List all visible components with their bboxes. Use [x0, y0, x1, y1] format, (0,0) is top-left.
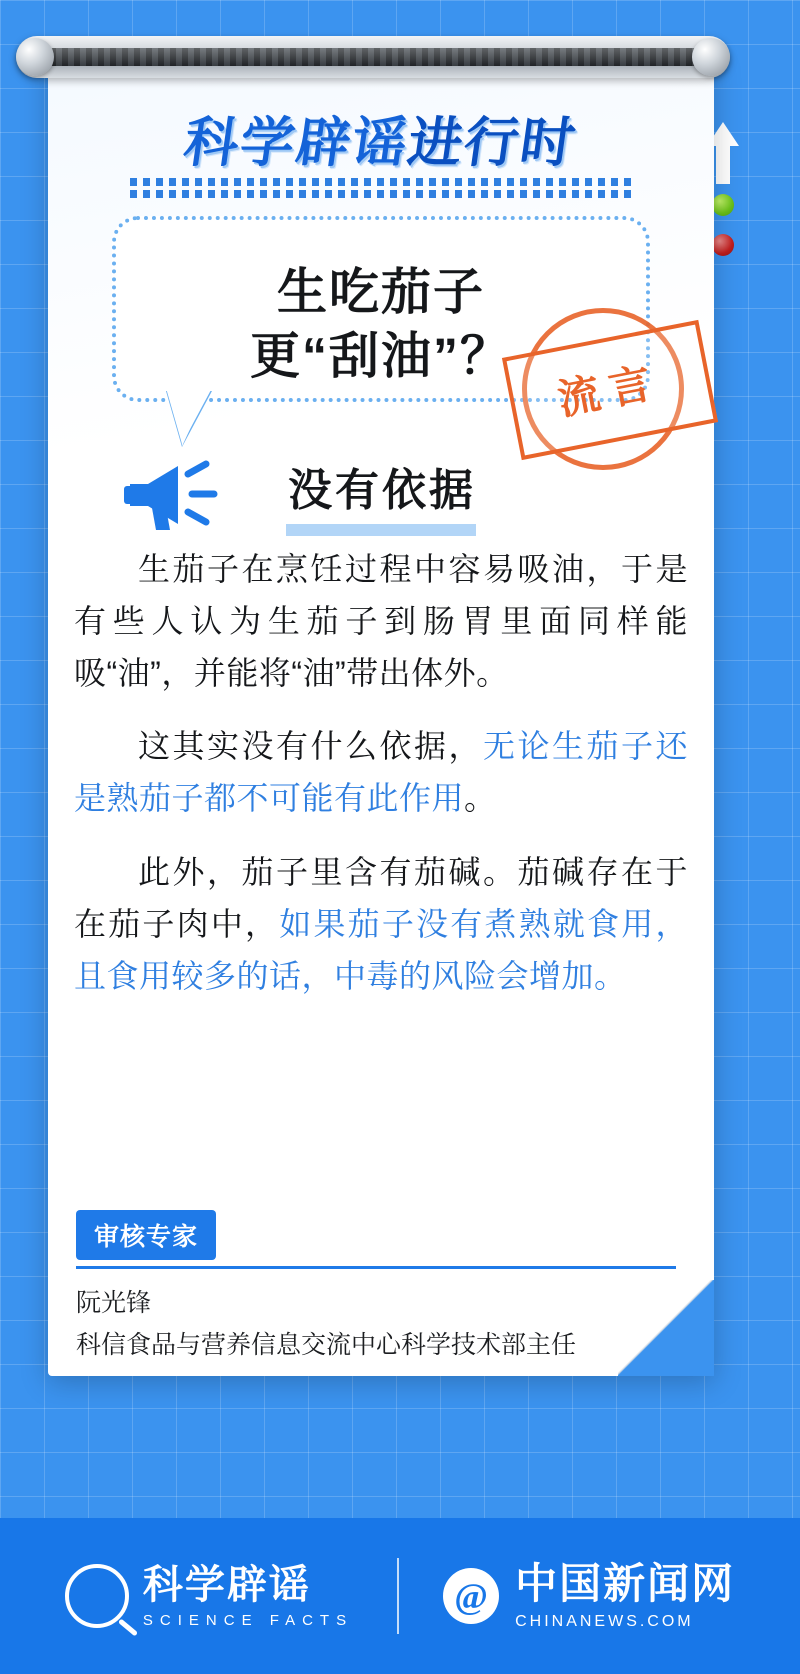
verdict-label: 没有依据 — [288, 466, 476, 515]
verdict-underline — [286, 524, 476, 536]
reviewer-name: 阮光锋 — [76, 1289, 152, 1317]
roller-knob-left — [16, 38, 54, 76]
brand-left-cn: 科学辟谣 — [142, 1562, 311, 1607]
reviewer-tag: 审核专家 — [76, 1210, 216, 1260]
page-title-text: 科学辟谣进行时 — [180, 113, 581, 173]
at-symbol-icon: @ — [443, 1568, 499, 1624]
question-line-2: 更“刮油”？ — [250, 328, 512, 384]
magnifier-icon — [65, 1564, 129, 1628]
title-divider-top — [130, 178, 632, 186]
title-divider-bottom — [130, 190, 632, 198]
brand-chinanews[interactable] — [443, 1559, 736, 1630]
status-dot-red — [712, 234, 734, 256]
reviewer-org: 科信食品与营养信息交流中心科学技术部主任 — [76, 1331, 577, 1359]
reviewer-rule — [76, 1266, 676, 1269]
brand-science-facts[interactable] — [65, 1564, 353, 1628]
paragraph-3-highlight: 如果茄子没有煮熟就食用，且食用较多的话，中毒的风险会增加。 — [74, 905, 688, 994]
status-dot-green — [712, 194, 734, 216]
question-line-1: 生吃茄子 — [277, 264, 485, 320]
brand-right-en: CHINANEWS.COM — [515, 1612, 694, 1630]
page-title — [48, 100, 714, 177]
paragraph-3: 此外，茄子里含有茄碱。茄碱存在于在茄子肉中，如果茄子没有煮熟就食用，且食用较多的话，中毒的风险会增加。 — [74, 854, 688, 994]
brand-right-cn: 中国新闻网 — [515, 1559, 736, 1607]
paragraph-2: 这其实没有什么依据，无论生茄子还是熟茄子都不可能有此作用。 — [74, 728, 688, 817]
footer-divider — [397, 1558, 399, 1634]
poster-card — [48, 56, 714, 1376]
scroll-roller-bar — [16, 36, 730, 78]
footer-bar — [0, 1518, 800, 1674]
question-bubble — [112, 216, 650, 402]
article-body — [74, 544, 688, 1025]
roller-teeth — [50, 48, 696, 66]
megaphone-icon — [122, 450, 232, 536]
brand-left-en: SCIENCE FACTS — [142, 1611, 354, 1629]
reviewer-section — [76, 1210, 686, 1361]
paragraph-2-highlight: 无论生茄子还是熟茄子都不可能有此作用 — [74, 728, 688, 817]
roller-knob-right — [692, 38, 730, 76]
stamp-label: 流言 — [553, 357, 666, 424]
paragraph-1: 生茄子在烹饪过程中容易吸油，于是有些人认为生茄子到肠胃里面同样能吸“油”，并能将“油”带出体外。 — [74, 551, 688, 691]
